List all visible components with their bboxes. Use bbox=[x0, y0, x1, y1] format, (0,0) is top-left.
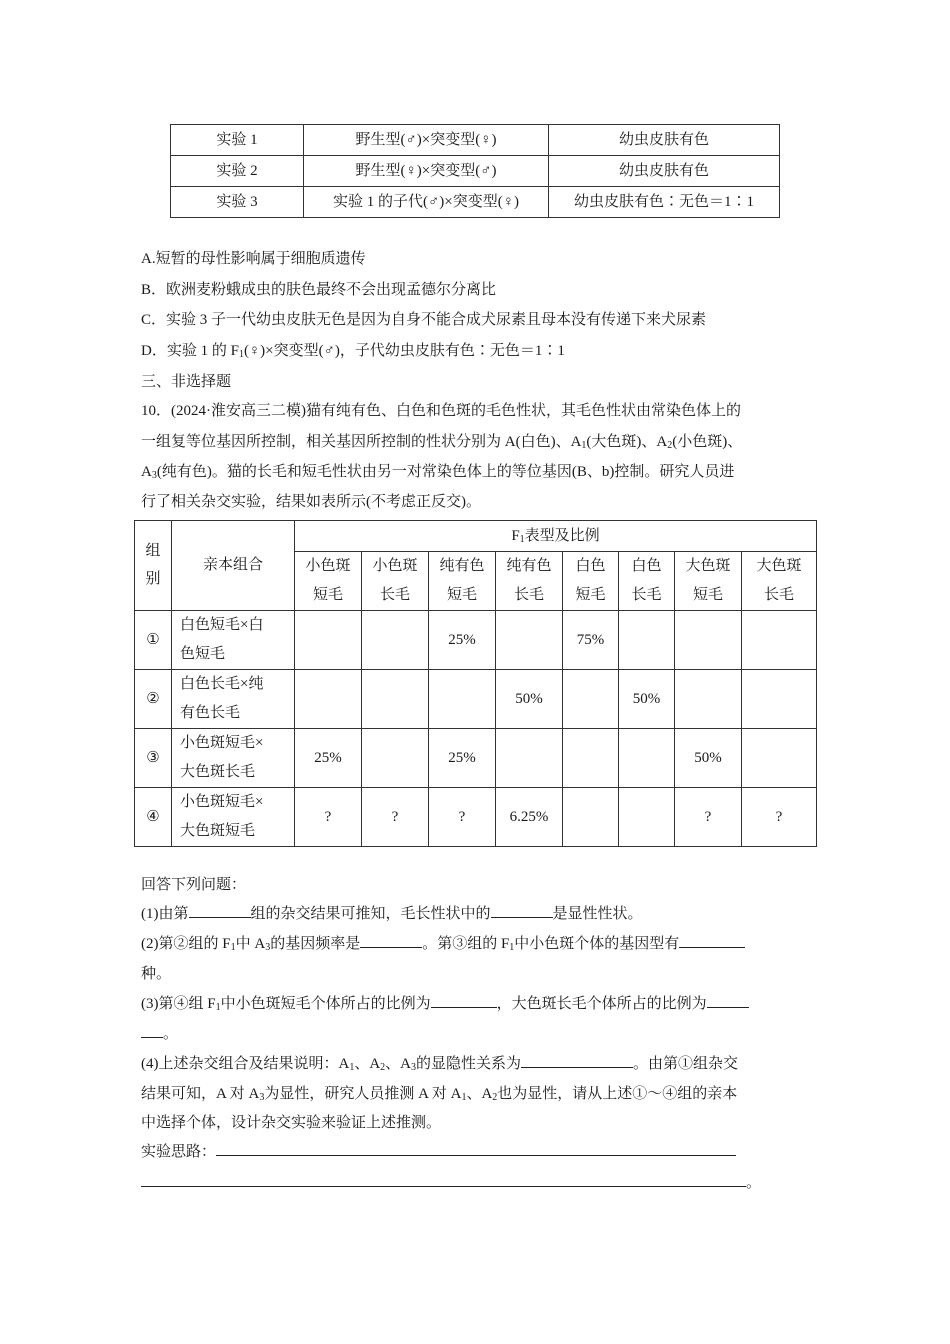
option-d bbox=[141, 336, 565, 366]
question-4-line3: 中选择个体，设计杂交实验来验证上述推测。 bbox=[141, 1115, 442, 1131]
subscript: 1 bbox=[230, 942, 236, 953]
cell-value bbox=[619, 611, 675, 670]
cell-value bbox=[295, 611, 362, 670]
text: 长毛 bbox=[763, 587, 794, 603]
text: (大色斑)、A bbox=[586, 434, 668, 450]
text: 大色斑 bbox=[756, 558, 802, 574]
table-row bbox=[135, 670, 817, 729]
text: 。第③组的 F bbox=[422, 936, 510, 952]
answer-blank[interactable] bbox=[679, 929, 745, 948]
table-row bbox=[171, 187, 780, 218]
text: 实验思路： bbox=[141, 1144, 217, 1160]
text: 白色短毛×白 bbox=[180, 617, 264, 633]
cell-value bbox=[619, 788, 675, 847]
question-1 bbox=[141, 899, 643, 929]
experiment-name: 实验 2 bbox=[171, 156, 304, 187]
text: 有色长毛 bbox=[180, 705, 241, 721]
text: (纯有色)。猫的长毛和短毛性状由另一对常染色体上的等位基因(B、b)控制。研究人员进 bbox=[156, 464, 735, 480]
text: 、A bbox=[466, 1086, 493, 1102]
q10-line2 bbox=[141, 427, 742, 457]
cell-value bbox=[742, 729, 817, 788]
text: 短毛 bbox=[312, 587, 343, 603]
parent-combination bbox=[172, 788, 295, 847]
cell-value bbox=[619, 729, 675, 788]
cell-value bbox=[429, 670, 496, 729]
text: (2)第②组的 F bbox=[141, 936, 231, 952]
experiment-name: 实验 3 bbox=[171, 187, 304, 218]
f1-header bbox=[295, 521, 817, 552]
text: 色短毛 bbox=[180, 646, 226, 662]
text: 的显隐性关系为 bbox=[416, 1056, 522, 1072]
question-2-cont: 种。 bbox=[141, 966, 172, 982]
text: 表型及比例 bbox=[524, 527, 600, 544]
text: (小色斑)、 bbox=[672, 434, 743, 450]
subscript: 1 bbox=[461, 1092, 467, 1103]
cell-value bbox=[742, 670, 817, 729]
cell-value bbox=[362, 611, 429, 670]
phenotype-header bbox=[429, 552, 496, 611]
section-heading: 三、非选择题 bbox=[141, 374, 232, 390]
cell-value: ? bbox=[362, 788, 429, 847]
parent-combination bbox=[172, 611, 295, 670]
group-number: ① bbox=[135, 611, 172, 670]
cell-value bbox=[563, 670, 619, 729]
subscript: 3 bbox=[151, 470, 157, 481]
text: 组别 bbox=[145, 543, 161, 587]
option-c: C．实验 3 子一代幼虫皮肤无色是因为自身不能合成犬尿素且母本没有传递下来犬尿素 bbox=[141, 312, 707, 328]
subscript: 1 bbox=[238, 349, 244, 360]
answer-blank[interactable] bbox=[216, 1137, 736, 1156]
experiment-idea-cont bbox=[141, 1168, 761, 1198]
answer-blank[interactable] bbox=[491, 899, 553, 918]
experiment-table bbox=[170, 124, 780, 218]
text: 长毛 bbox=[513, 587, 544, 603]
text: 一组复等位基因所控制，相关基因所控制的性状分别为 A(白色)、A bbox=[141, 434, 582, 450]
text: 长毛 bbox=[379, 587, 410, 603]
cell-value bbox=[563, 729, 619, 788]
q10-line1: 10．(2024·淮安高三二模)猫有纯有色、白色和色斑的毛色性状，其毛色性状由常染色体上的 bbox=[141, 403, 741, 419]
cell-value: 25% bbox=[429, 729, 496, 788]
table-row bbox=[135, 611, 817, 670]
cell-value: ? bbox=[295, 788, 362, 847]
text: 白色 bbox=[575, 558, 606, 574]
cell-value: 50% bbox=[675, 729, 742, 788]
phenotype-header bbox=[675, 552, 742, 611]
text: 小色斑 bbox=[305, 558, 351, 574]
table-row bbox=[171, 156, 780, 187]
subscript: 3 bbox=[259, 1092, 265, 1103]
text: 为显性，研究人员推测 A 对 A bbox=[264, 1086, 462, 1102]
text: 小色斑短毛× bbox=[180, 735, 264, 751]
text: (1)由第 bbox=[141, 906, 189, 922]
text: 纯有色 bbox=[506, 558, 552, 574]
text: F bbox=[511, 527, 520, 544]
text: 结果可知，A 对 A bbox=[141, 1086, 260, 1102]
group-number: ② bbox=[135, 670, 172, 729]
text: 组的杂交结果可推知，毛长性状中的 bbox=[250, 906, 491, 922]
cell-value: 25% bbox=[429, 611, 496, 670]
cell-value: 50% bbox=[496, 670, 563, 729]
cell-value: 50% bbox=[619, 670, 675, 729]
cell-value: 6.25% bbox=[496, 788, 563, 847]
cell-value bbox=[563, 788, 619, 847]
answer-blank[interactable] bbox=[521, 1049, 633, 1068]
question-3 bbox=[141, 989, 749, 1019]
group-number: ③ bbox=[135, 729, 172, 788]
experiment-name: 实验 1 bbox=[171, 125, 304, 156]
text: 。 bbox=[163, 1026, 179, 1042]
subscript: 3 bbox=[265, 942, 271, 953]
parent-combination bbox=[172, 670, 295, 729]
text: 短毛 bbox=[692, 587, 723, 603]
phenotype-header bbox=[563, 552, 619, 611]
text: 是显性性状。 bbox=[552, 906, 643, 922]
subscript: 1 bbox=[215, 1002, 221, 1013]
text: 、A bbox=[385, 1056, 412, 1072]
text: 。由第①组杂交 bbox=[633, 1056, 739, 1072]
text: 、A bbox=[354, 1056, 381, 1072]
text: 大色斑短毛 bbox=[180, 823, 256, 839]
answer-blank[interactable] bbox=[431, 989, 497, 1008]
text: ，大色斑长毛个体所占的比例为 bbox=[496, 996, 707, 1012]
text: 小色斑 bbox=[372, 558, 418, 574]
table-row bbox=[135, 729, 817, 788]
text: 白色长毛×纯 bbox=[180, 676, 264, 692]
text: 。 bbox=[746, 1175, 762, 1191]
subscript: 3 bbox=[411, 1062, 417, 1073]
table-row bbox=[135, 788, 817, 847]
answer-blank[interactable] bbox=[360, 929, 422, 948]
experiment-cross: 实验 1 的子代(♂)×突变型(♀) bbox=[304, 187, 549, 218]
option-a: A.短暂的母性影响属于细胞质遗传 bbox=[141, 251, 366, 267]
subscript: 1 bbox=[519, 533, 525, 545]
text: 短毛 bbox=[575, 587, 606, 603]
text: (3)第④组 F bbox=[141, 996, 216, 1012]
cell-value: ? bbox=[742, 788, 817, 847]
text: 中小色斑个体的基因型有 bbox=[514, 936, 680, 952]
text: 中小色斑短毛个体所占的比例为 bbox=[220, 996, 431, 1012]
option-d-text: (♀)×突变型(♂)，子代幼虫皮肤有色∶无色＝1∶1 bbox=[243, 343, 565, 359]
answer-blank[interactable] bbox=[189, 899, 251, 918]
cell-value bbox=[675, 611, 742, 670]
phenotype-header bbox=[295, 552, 362, 611]
phenotype-header bbox=[742, 552, 817, 611]
cell-value bbox=[362, 729, 429, 788]
phenotype-header bbox=[362, 552, 429, 611]
subscript: 1 bbox=[509, 942, 515, 953]
answer-blank[interactable] bbox=[141, 1019, 163, 1038]
group-header bbox=[135, 521, 172, 611]
text: 中 A bbox=[235, 936, 266, 952]
text: 也为显性，请从上述①～④组的亲本 bbox=[497, 1086, 738, 1102]
experiment-result: 幼虫皮肤有色 bbox=[549, 156, 780, 187]
experiment-cross: 野生型(♀)×突变型(♂) bbox=[304, 156, 549, 187]
cell-value bbox=[496, 729, 563, 788]
subscript: 1 bbox=[581, 440, 587, 451]
subscript: 1 bbox=[349, 1062, 355, 1073]
text: 大色斑 bbox=[685, 558, 731, 574]
cell-value: ? bbox=[429, 788, 496, 847]
text: (4)上述杂交组合及结果说明：A bbox=[141, 1056, 350, 1072]
parent-combination bbox=[172, 729, 295, 788]
phenotype-header bbox=[619, 552, 675, 611]
text: 白色 bbox=[631, 558, 662, 574]
header-row bbox=[135, 521, 817, 552]
text: 小色斑短毛× bbox=[180, 794, 264, 810]
option-d-text: D．实验 1 的 F bbox=[141, 343, 239, 359]
q10-line3 bbox=[141, 457, 734, 487]
cell-value: 25% bbox=[295, 729, 362, 788]
question-4-line2 bbox=[141, 1079, 737, 1109]
question-4 bbox=[141, 1049, 738, 1079]
experiment-idea bbox=[141, 1137, 736, 1167]
experiment-result: 幼虫皮肤有色 bbox=[549, 125, 780, 156]
text: A bbox=[141, 464, 152, 480]
option-b: B．欧洲麦粉蛾成虫的肤色最终不会出现孟德尔分离比 bbox=[141, 282, 497, 298]
question-3-cont bbox=[141, 1019, 178, 1049]
cell-value bbox=[362, 670, 429, 729]
text: 纯有色 bbox=[439, 558, 485, 574]
phenotype-header bbox=[496, 552, 563, 611]
text: 长毛 bbox=[631, 587, 662, 603]
answer-blank[interactable] bbox=[141, 1168, 746, 1187]
parent-header: 亲本组合 bbox=[172, 521, 295, 611]
cell-value bbox=[742, 611, 817, 670]
subscript: 2 bbox=[380, 1062, 386, 1073]
answer-blank[interactable] bbox=[707, 989, 749, 1008]
cell-value bbox=[295, 670, 362, 729]
table-row bbox=[171, 125, 780, 156]
cell-value: ? bbox=[675, 788, 742, 847]
question-2 bbox=[141, 929, 745, 959]
text: 的基因频率是 bbox=[270, 936, 361, 952]
q10-line4: 行了相关杂交实验，结果如表所示(不考虑正反交)。 bbox=[141, 494, 481, 510]
cell-value: 75% bbox=[563, 611, 619, 670]
questions-intro: 回答下列问题： bbox=[141, 877, 247, 893]
text: 大色斑长毛 bbox=[180, 764, 256, 780]
group-number: ④ bbox=[135, 788, 172, 847]
cell-value bbox=[675, 670, 742, 729]
text: 短毛 bbox=[446, 587, 477, 603]
subscript: 2 bbox=[492, 1092, 498, 1103]
experiment-cross: 野生型(♂)×突变型(♀) bbox=[304, 125, 549, 156]
cell-value bbox=[496, 611, 563, 670]
subscript: 2 bbox=[667, 440, 673, 451]
experiment-result: 幼虫皮肤有色∶无色＝1∶1 bbox=[549, 187, 780, 218]
cross-results-table bbox=[134, 520, 817, 847]
